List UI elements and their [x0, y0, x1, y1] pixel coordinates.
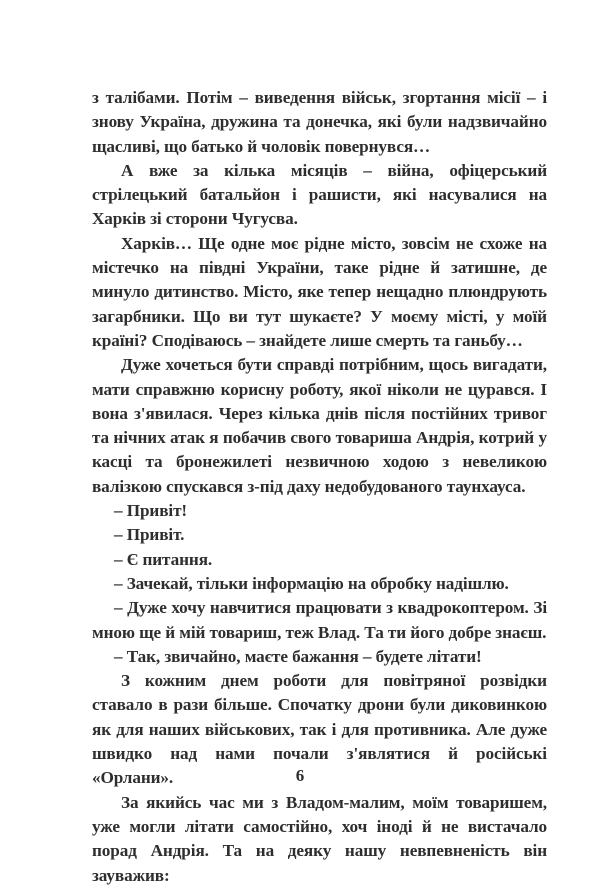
paragraph: За якийсь час ми з Владом-малим, моїм товаришем, уже могли літати самостійно, хоч іноді й не вистачало порад Андрія. Та на деяку нашу невпевненість він зауважив:: [92, 792, 547, 885]
paragraph: Дуже хочеться бути справді потрібним, щось вигадати, мати справжню корисну роботу, якої ніколи не цурався. І вона з'явилася. Через кілька днів після постійних тривог та нічних атак я побачив свого товариша Андрія, котрий у касці та бронежилеті незвичною ходою з невеликою валізкою спускався з-під даху недобудованого таунхауса.: [92, 355, 547, 496]
dialog-line: – Привіт!: [114, 501, 188, 521]
page-number: 6: [295, 766, 305, 785]
paragraph: з талібами. Потім – виведення військ, згортання місії – і знову Україна, дружина та донечка, які були надзвичайно щасливі, що батько й чоловік повернувся…: [92, 88, 547, 156]
paragraph: Харків… Ще одне моє рідне місто, зовсім не схоже на містечко на півдні України, таке рідне й затишне, де минуло дитинство. Місто, яке тепер нещадно плюндрують загарбники. Що ви тут шукаєте? У моєму місті, у моїй країні? Сподіваюсь – знайдете лише смерть та ганьбу…: [92, 233, 547, 350]
dialog-line: – Є питання.: [114, 549, 213, 569]
paragraph: З кожним днем роботи для повітряної розвідки ставало в рази більше. Спочатку дрони були диковинкою як для наших військових, так і для противника. Але дуже швидко над нами почали з'являтися й російські «Орлани».: [92, 671, 547, 788]
dialog-line: – Привіт.: [114, 525, 185, 545]
paragraph: А вже за кілька місяців – війна, офіцерський стрілецький батальйон і рашисти, які насувалися на Харків зі сторони Чугусва.: [92, 160, 547, 229]
dialog-line: – Дуже хочу навчитися працювати з квадрокоптером. Зі мною ще й мій товариш, теж Влад. Та ти його добре знаєш.: [92, 598, 547, 642]
dialog-line: – Так, звичайно, маєте бажання – будете літати!: [114, 646, 482, 666]
dialog-line: – Зачекай, тільки інформацію на обробку надішлю.: [114, 573, 509, 593]
